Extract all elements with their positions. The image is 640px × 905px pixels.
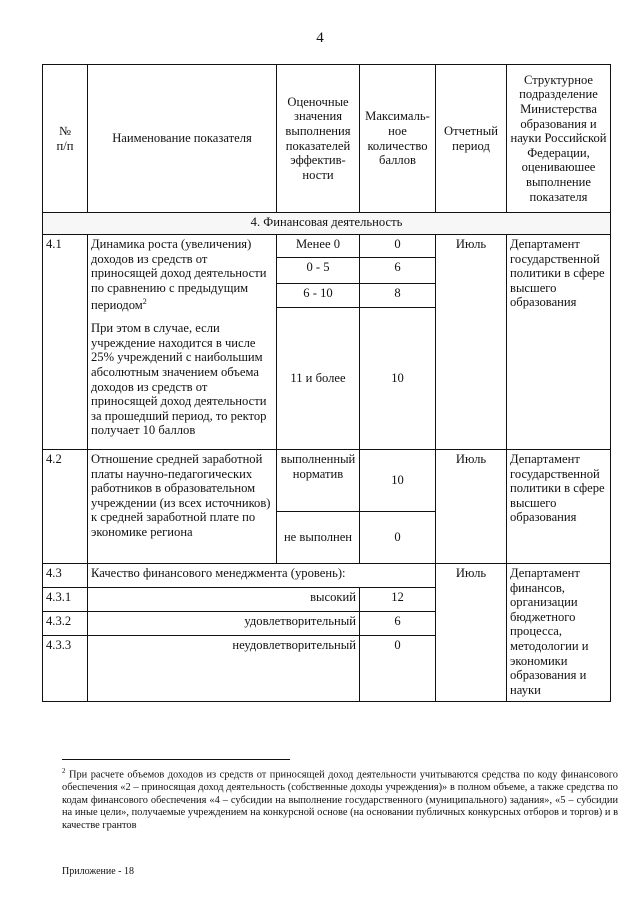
row-num: 4.2	[43, 450, 88, 564]
footnote	[62, 765, 618, 832]
header-dept: Структурное подразделение Министерства образования и науки Российской Федерации, оцениваюшее выполнение показателя	[507, 65, 611, 213]
value-cell: 0 - 5	[277, 258, 360, 284]
score-cell: 10	[360, 450, 436, 512]
row-num: 4.3.3	[43, 636, 88, 702]
score-cell: 8	[360, 284, 436, 308]
page-number: 4	[316, 30, 324, 46]
value-cell: выполненный норматив	[277, 450, 360, 512]
row-name: Качество финансового менеджмента (уровень):	[88, 564, 436, 588]
section-title: 4. Финансовая деятельность	[43, 213, 611, 235]
dept-cell: Департамент финансов, организации бюджетного процесса, методологии и экономики образования и науки	[507, 564, 611, 702]
header-name: Наименование показателя	[88, 65, 277, 213]
value-cell: Менее 0	[277, 235, 360, 258]
score-cell: 0	[360, 636, 436, 702]
score-cell: 6	[360, 612, 436, 636]
footnote-ref: 2	[142, 297, 147, 307]
level-cell: удовлетворительный	[88, 612, 360, 636]
header-values: Оценочные значения выполнения показателей эффектив-ности	[277, 65, 360, 213]
value-cell: 6 - 10	[277, 284, 360, 308]
row-num: 4.1	[43, 235, 88, 450]
table-header-row	[43, 65, 611, 213]
dept-cell: Департамент государственной политики в сфере высшего образования	[507, 450, 611, 564]
header-num: № п/п	[43, 65, 88, 213]
footnote-text: При расчете объемов доходов из средств от приносящей доход деятельности учитываются средства по коду финансового обеспечения «2 – приносящая доход деятельность (собственные доходы учреждения)» в полном объеме, а также средства по кодам финансового обеспечения «4 – субсидии на выполнение государственного (муниципального) задания», «5 – субсидии на иные цели», получаемые учреждением на конкурсной основе (на основании публичных конкурсных отборов и торгов) и в качестве грантов	[62, 769, 618, 831]
table-row	[43, 235, 611, 258]
value-cell: 11 и более	[277, 308, 360, 450]
row-num: 4.3.2	[43, 612, 88, 636]
footnote-mark: 2	[62, 767, 66, 775]
row-name-main: Динамика роста (увеличения) доходов из средств от приносящей доход деятельности по сравнению с предыдущим периодом	[91, 237, 267, 313]
row-name	[88, 235, 277, 450]
row-name-note: При этом в случае, если учреждение находится в числе 25% учреждений с наибольшим абсолютным значением объема доходов из средств от приносящей доход деятельности за прошедший период, то ректор получает 10 баллов	[91, 321, 267, 438]
row-name: Отношение средней заработной платы научно-педагогических работников в образовательном учреждении (из всех источников) к средней заработной плате по экономике региона	[88, 450, 277, 564]
table-row	[43, 564, 611, 588]
section-row	[43, 213, 611, 235]
period-cell: Июль	[436, 564, 507, 702]
header-period: Отчетный период	[436, 65, 507, 213]
score-cell: 0	[360, 512, 436, 564]
period-cell: Июль	[436, 450, 507, 564]
row-num: 4.3	[43, 564, 88, 588]
score-cell: 12	[360, 588, 436, 612]
dept-cell: Департамент государственной политики в сфере высшего образования	[507, 235, 611, 450]
level-cell: неудовлетворительный	[88, 636, 360, 702]
period-cell: Июль	[436, 235, 507, 450]
indicators-table	[42, 64, 611, 702]
table-row	[43, 450, 611, 512]
level-cell: высокий	[88, 588, 360, 612]
footnote-divider	[62, 759, 290, 760]
header-max: Максималь-ное количество баллов	[360, 65, 436, 213]
score-cell: 6	[360, 258, 436, 284]
value-cell: не выполнен	[277, 512, 360, 564]
score-cell: 10	[360, 308, 436, 450]
appendix-label: Приложение - 18	[62, 866, 135, 877]
row-num: 4.3.1	[43, 588, 88, 612]
score-cell: 0	[360, 235, 436, 258]
